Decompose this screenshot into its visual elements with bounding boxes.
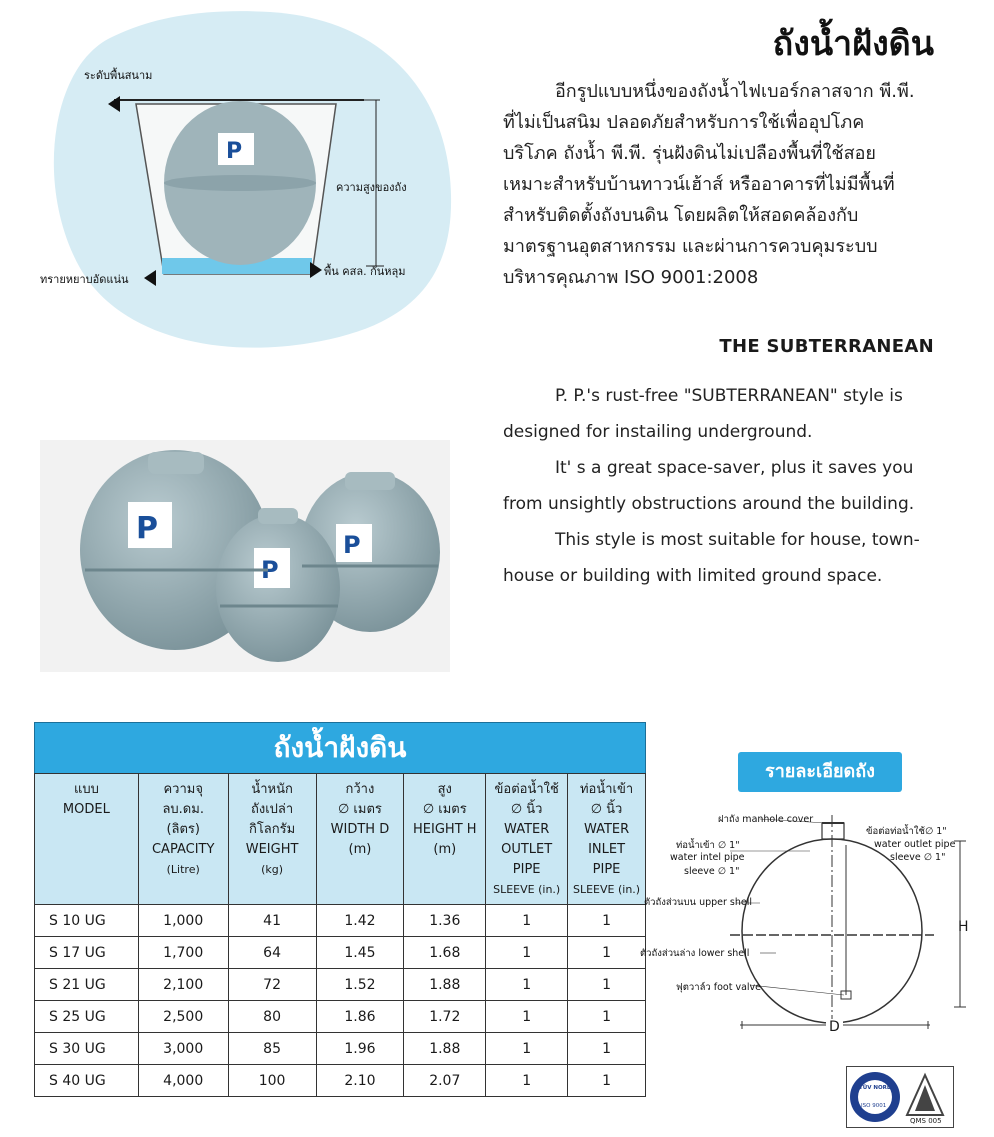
table-row [35,969,646,1001]
header-line: PIPE [512,862,541,877]
manhole-label: ฝาถัง manhole cover [718,814,814,825]
header-line: แบบ [73,782,99,797]
header-line: (kg) [261,863,284,876]
table-cell: S 21 UG [35,969,139,1001]
header-line: HEIGHT H [413,822,477,837]
foot-valve-label: ฟุตวาล์ว foot valve [676,982,762,993]
table-cell: S 30 UG [35,1033,139,1065]
header-line: น้ำหนัก [251,782,293,797]
english-line: It' s a great space-saver, plus it saves you [555,458,914,478]
header-line: OUTLET [501,842,553,857]
spec-table [34,722,646,1097]
certification-logos [846,1066,954,1128]
header-line: (m) [348,842,372,857]
inlet-label-en: water intel pipe [670,852,745,863]
header-line: สูง [437,782,452,797]
column-header [35,774,139,905]
table-cell: S 17 UG [35,937,139,969]
table-cell: 1,000 [138,905,228,937]
table-cell: 1 [568,937,646,969]
header-line: PIPE [592,862,621,877]
header-line: ∅ นิ้ว [590,802,623,817]
header-line: WATER [504,822,550,837]
thai-line: เหมาะสำหรับบ้านทาวน์เฮ้าส์ หรืออาคารที่ไม่มีพื้นที่ [503,174,895,195]
compacted-sand-label: ทรายหยาบอัดแน่น [40,273,129,286]
column-header [404,774,486,905]
header-line: MODEL [62,802,110,817]
header-line: กว้าง [345,782,375,797]
english-line: from unsightly obstructions around the building. [503,494,915,514]
table-cell: 2,100 [138,969,228,1001]
tank-height-label: ความสูงของถัง [336,181,407,194]
english-description [503,378,948,594]
inlet-label: ท่อน้ำเข้า ∅ 1" [676,840,740,851]
header-line: SLEEVE (in.) [573,883,641,896]
header-line: ข้อต่อน้ำใช้ [494,782,559,797]
outlet-label-en2: sleeve ∅ 1" [890,852,946,863]
table-cell: 1.52 [316,969,404,1001]
table-cell: 1.72 [404,1001,486,1033]
table-cell: 1.68 [404,937,486,969]
header-line: WIDTH D [330,822,390,837]
column-header [316,774,404,905]
outlet-label-en: water outlet pipe [874,839,956,850]
table-cell: 1 [568,1065,646,1097]
table-cell: 2.10 [316,1065,404,1097]
tanks-photo [40,440,450,672]
table-header-row [35,774,646,905]
table-body [35,905,646,1097]
width-marker: D [826,1019,843,1035]
installation-diagram [40,8,470,368]
ground-level-label: ระดับพื้นสนาม [84,69,153,82]
table-cell: S 40 UG [35,1065,139,1097]
table-cell: 1 [486,1065,568,1097]
concrete-floor-label: พื้น คสล. กันหลุม [324,265,406,278]
header-line: ถังเปล่า [250,802,294,817]
table-cell: 1,700 [138,937,228,969]
header-line: ความจุ [163,782,203,797]
column-header [486,774,568,905]
table-cell: 1.45 [316,937,404,969]
table-row [35,1065,646,1097]
table-cell: 1 [568,1033,646,1065]
table-cell: 2.07 [404,1065,486,1097]
header-line: WATER [583,822,630,837]
table-cell: 2,500 [138,1001,228,1033]
table-cell: 85 [228,1033,316,1065]
header-line: SLEEVE (in.) [493,883,561,896]
header-line: (ลิตร) [166,822,200,837]
page-title: ถังน้ำฝังดิน [772,24,934,64]
table-cell: 1 [568,905,646,937]
table-row [35,937,646,969]
table-cell: 80 [228,1001,316,1033]
header-line: ∅ นิ้ว [510,802,543,817]
table-cell: 1 [486,905,568,937]
header-line: (m) [433,842,457,857]
height-marker: H [958,919,969,935]
outlet-label: ข้อต่อท่อน้ำใช้∅ 1" [866,826,947,837]
table-cell: 1.88 [404,1033,486,1065]
table-row [35,905,646,937]
svg-text:P: P [226,139,243,164]
table-cell: S 10 UG [35,905,139,937]
english-line: P. P.'s rust-free "SUBTERRANEAN" style is [555,386,903,406]
table-row [35,1001,646,1033]
table-cell: 3,000 [138,1033,228,1065]
thai-line: บริหารคุณภาพ ISO 9001:2008 [503,267,759,288]
thai-line: อีกรูปแบบหนึ่งของถังน้ำไฟเบอร์กลาสจาก พี.พี. [555,81,915,102]
thai-line: ที่ไม่เป็นสนิม ปลอดภัยสำหรับการใช้เพื่ออุปโภค [503,112,865,133]
table-cell: 1.88 [404,969,486,1001]
column-header [138,774,228,905]
table-cell: 1 [568,969,646,1001]
qms-label: QMS 005 [910,1117,942,1125]
table-cell: S 25 UG [35,1001,139,1033]
thai-line: มาตรฐานอุตสาหกรรม และผ่านการควบคุมระบบ [503,236,878,257]
column-header [568,774,646,905]
header-line: ∅ เมตร [337,802,382,817]
header-line: ∅ เมตร [422,802,467,817]
english-heading: THE SUBTERRANEAN [719,336,934,357]
spec-grid [34,773,646,1097]
header-line: ลบ.ดม. [162,802,204,817]
english-line: This style is most suitable for house, town- [555,530,920,550]
header-line: WEIGHT [245,842,299,857]
table-cell: 1 [486,1001,568,1033]
english-line: designed for instailing underground. [503,422,813,442]
thai-description [503,76,953,293]
thai-line: สำหรับติดตั้งถังบนดิน โดยผลิตให้สอดคล้องกับ [503,205,859,226]
tuv-logo-text: TÜV NORD [859,1085,892,1091]
lower-shell-label: ตัวถังส่วนล่าง lower shell [640,948,750,959]
table-cell: 1 [568,1001,646,1033]
header-line: CAPACITY [151,842,215,857]
table-cell: 1.96 [316,1033,404,1065]
header-line: ท่อน้ำเข้า [579,782,634,797]
table-cell: 1.86 [316,1001,404,1033]
header-line: INLET [588,842,626,857]
column-header [228,774,316,905]
svg-text:P: P [261,556,279,584]
table-title: ถังน้ำฝังดิน [34,722,646,773]
table-cell: 1.36 [404,905,486,937]
table-cell: 64 [228,937,316,969]
table-cell: 100 [228,1065,316,1097]
inlet-label-en2: sleeve ∅ 1" [684,866,740,877]
iso-logo-text: ISO 9001 [861,1103,887,1109]
table-cell: 4,000 [138,1065,228,1097]
table-row [35,1033,646,1065]
tank-detail-diagram [640,795,980,1055]
english-line: house or building with limited ground space. [503,566,883,586]
svg-text:P: P [343,531,361,559]
upper-shell-label: ตัวถังส่วนบน upper shell [644,897,753,908]
thai-line: บริโภค ถังน้ำ พี.พี. รุ่นฝังดินไม่เปลืองพื้นที่ใช้สอย [503,143,876,164]
table-cell: 41 [228,905,316,937]
header-line: (Litre) [166,863,200,876]
table-cell: 1 [486,1033,568,1065]
detail-heading: รายละเอียดถัง [738,752,902,792]
svg-text:P: P [136,511,158,546]
header-line: กิโลกรัม [248,822,296,837]
table-cell: 1 [486,937,568,969]
table-cell: 1.42 [316,905,404,937]
table-cell: 1 [486,969,568,1001]
table-cell: 72 [228,969,316,1001]
tanks-image [40,440,450,672]
